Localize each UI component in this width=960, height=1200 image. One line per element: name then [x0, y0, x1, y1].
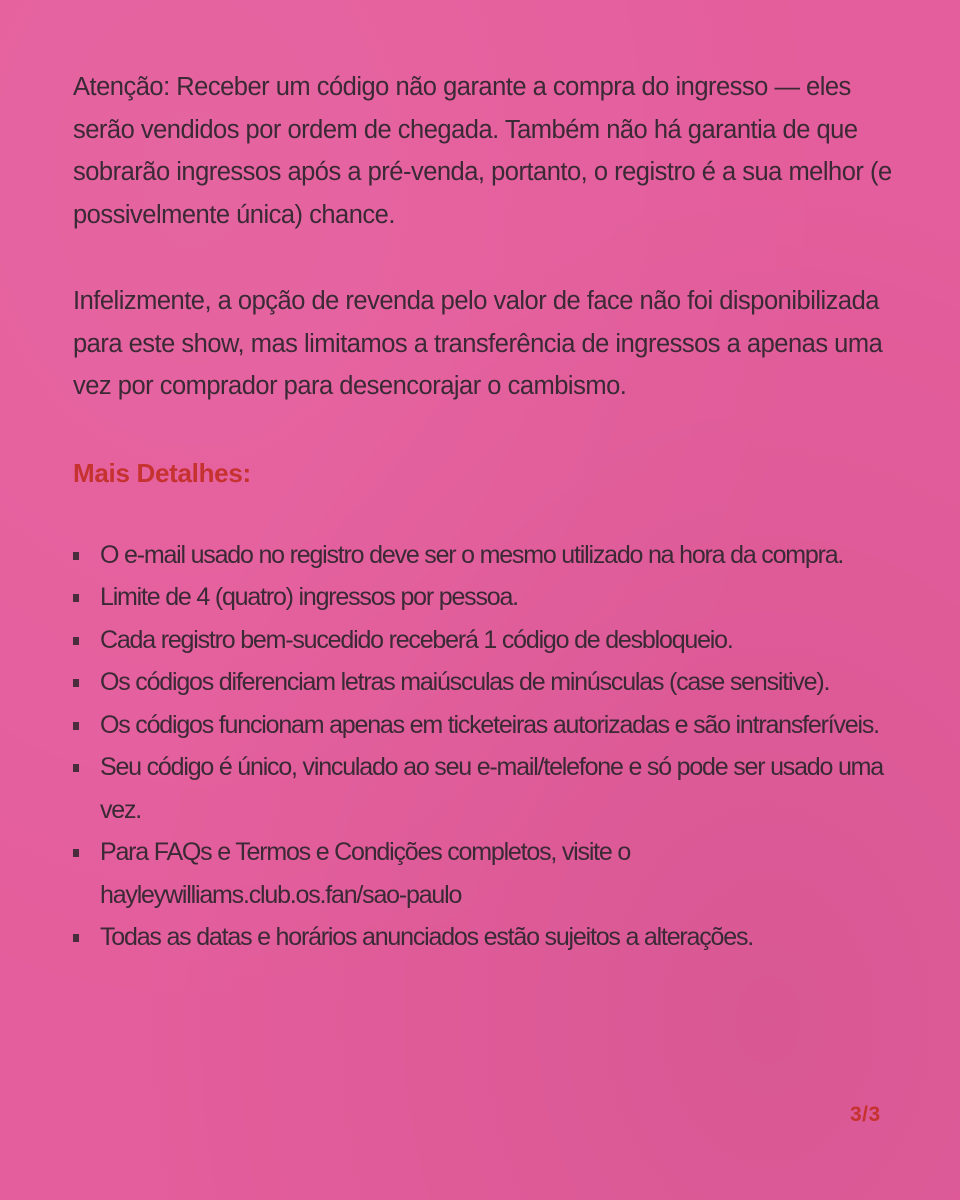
list-item-text: Os códigos diferenciam letras maiúsculas de minúsculas (case sensitive). [100, 668, 830, 696]
paragraph-notice: Atenção: Receber um código não garante a compra do ingresso — eles serão vendidos por ordem de chegada. Também não há garantia de que sobrarão ingressos após a pré-venda, portanto, o registro é a sua melhor (e possivelmente única) chance. [73, 73, 892, 229]
bullet-icon [73, 722, 79, 730]
bullet-icon [73, 594, 79, 602]
bullet-icon [73, 849, 79, 857]
list-item-text: O e-mail usado no registro deve ser o mesmo utilizado na hora da compra. [100, 540, 844, 569]
list-item [73, 576, 893, 619]
list-item-text: Seu código é único, vinculado ao seu e-mail/telefone e só pode ser usado uma vez. [100, 753, 883, 824]
bullet-icon [73, 552, 79, 560]
bullet-icon [73, 934, 79, 942]
list-item-text: Cada registro bem-sucedido receberá 1 código de desbloqueio. [100, 625, 733, 654]
list-item-text: Todas as datas e horários anunciados estão sujeitos a alterações. [100, 923, 754, 951]
list-item-text: Limite de 4 (quatro) ingressos por pessoa. [100, 583, 518, 611]
list-item-text: Os códigos funcionam apenas em ticketeiras autorizadas e são intransferíveis. [100, 710, 879, 739]
details-list [73, 534, 893, 959]
list-item [73, 831, 893, 916]
list-item [73, 916, 893, 959]
section-heading: Mais Detalhes: [73, 457, 251, 488]
paragraph-resale: Infelizmente, a opção de revenda pelo valor de face não foi disponibilizada para este show, mas limitamos a transferência de ingressos a apenas uma vez por comprador para desencorajar o cambismo. [73, 287, 883, 400]
content [73, 66, 893, 959]
list-item [73, 534, 893, 577]
bullet-icon [73, 679, 79, 687]
page-indicator: 3/3 [850, 1103, 881, 1126]
list-item-text: Para FAQs e Termos e Condições completos, visite o hayleywilliams.club.os.fan/sao-paulo [100, 838, 631, 909]
list-item [73, 661, 893, 704]
list-item [73, 704, 893, 747]
bullet-icon [73, 637, 79, 645]
bullet-icon [73, 764, 79, 772]
list-item [73, 746, 893, 831]
list-item [73, 619, 893, 662]
